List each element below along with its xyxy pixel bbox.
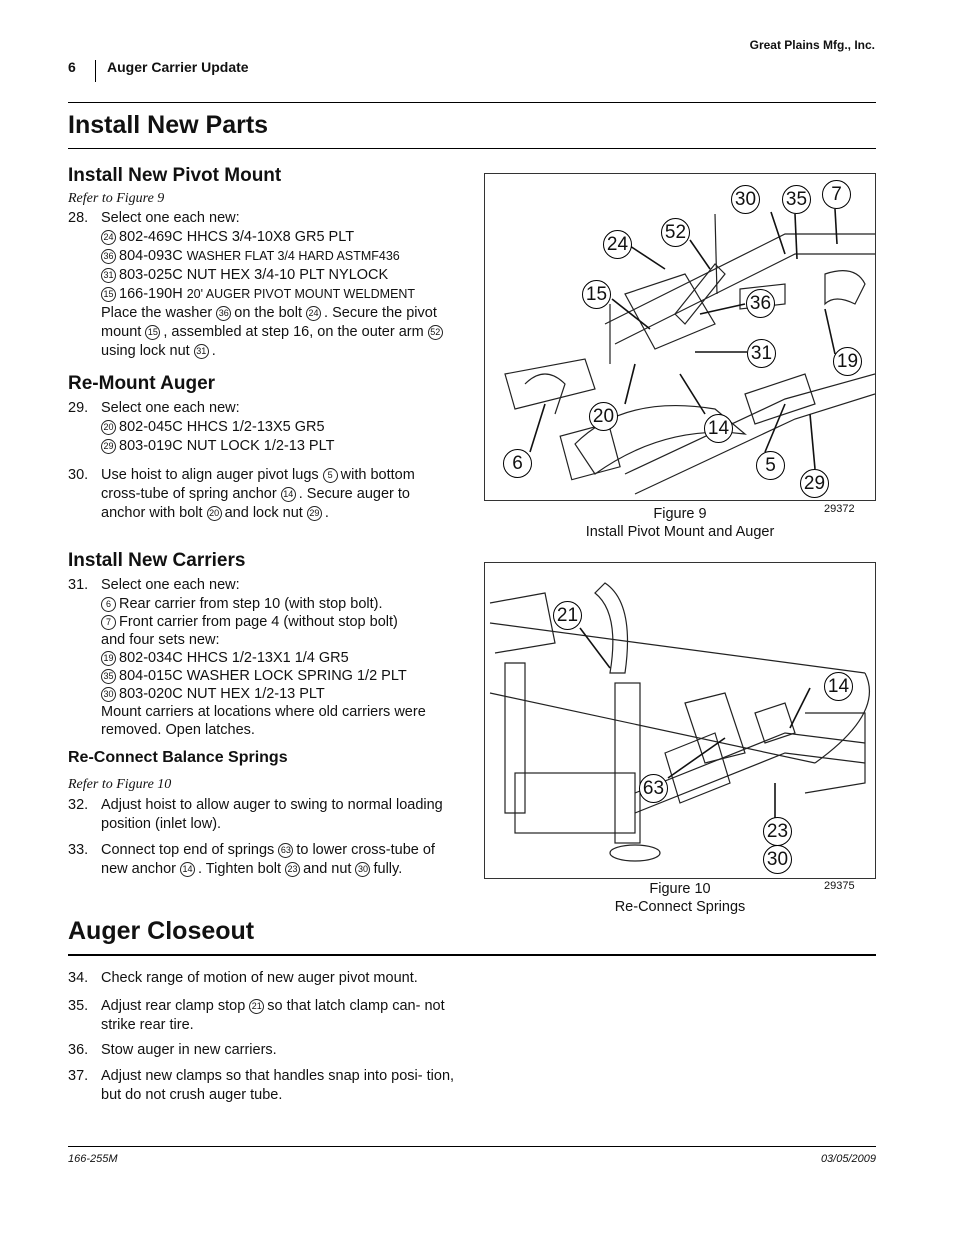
mount-text: Mount carriers at locations where old carriers were removed. Open latches. [101,704,426,738]
subsection-title-remount: Re-Mount Auger [68,373,216,394]
step-34: 34. Check range of motion of new auger pivot mount. [68,970,418,986]
section-title-auger-closeout: Auger Closeout [68,917,255,945]
part-list-carriers [101,595,461,739]
callout-31: 31 [747,339,776,368]
part-list-pivot [101,228,461,361]
document-title: Auger Carrier Update [107,59,249,75]
step-29: 29. Select one each new: [68,400,240,416]
callout-14: 14 [824,672,853,701]
callout-circle: 31 [101,268,116,283]
callout-63: 63 [639,774,668,803]
section-title-install-new-parts: Install New Parts [68,111,269,139]
list-item: 24 802-469C HHCS 3/4-10X8 GR5 PLT [101,228,461,247]
callout-circle: 15 [101,287,116,302]
figure-9-illustration [484,173,876,501]
header-divider [95,60,96,82]
figure-9-caption: Figure 9 Install Pivot Mount and Auger [585,506,775,540]
footer-doc-number: 166-255M [68,1153,118,1165]
figure-10-illustration [484,562,876,879]
callout-23: 23 [763,817,792,846]
list-item: 29 803-019C NUT LOCK 1/2-13 PLT [101,437,461,456]
subsection-title-pivot: Install New Pivot Mount [68,165,282,186]
callout-35: 35 [782,185,811,214]
list-item: 35 804-015C WASHER LOCK SPRING 1/2 PLT [101,667,461,685]
refer-figure-9: Refer to Figure 9 [68,191,165,206]
callout-20: 20 [589,402,618,431]
step-number: 28. [68,210,89,226]
step-30: 30. Use hoist to align auger pivot lugs 5 with bottom cross-tube of spring anchor 14 . Secure auger to anchor with bolt 20 and lock nut 29 . [68,467,415,521]
list-item: 30 803-020C NUT HEX 1/2-13 PLT [101,685,461,703]
section-rule [68,148,876,149]
footer-rule [68,1146,876,1147]
refer-figure-10: Refer to Figure 10 [68,777,172,792]
callout-30: 30 [763,845,792,874]
step-33: 33. Connect top end of springs 63 to lower cross-tube of new anchor 14 . Tighten bolt 23 and nut 30 fully. [68,842,435,877]
callout-7: 7 [822,180,851,209]
step-32: 32. Adjust hoist to allow auger to swing to normal loading position (inlet low). [68,797,443,832]
step-text: Select one each new: [101,210,240,226]
step-28 [68,209,458,228]
part-list-remount [101,418,461,456]
callout-circle: 24 [101,230,116,245]
step-37: 37. Adjust new clamps so that handles snap into posi- tion, but do not crush auger tube. [68,1068,455,1103]
figure-10-caption: Figure 10 Re-Connect Springs [614,881,746,915]
callout-19: 19 [833,347,862,376]
callout-circle: 36 [101,249,116,264]
callout-24: 24 [603,230,632,259]
company-name: Great Plains Mfg., Inc. [749,38,875,52]
section-rule [68,954,876,956]
subsection-title-carriers: Install New Carriers [68,550,246,571]
list-item: 31 803-025C NUT HEX 3/4-10 PLT NYLOCK [101,266,461,285]
callout-14: 14 [704,414,733,443]
callout-36: 36 [746,289,775,318]
header-rule [68,102,876,103]
step-36: 36. Stow auger in new carriers. [68,1042,277,1058]
figure-10-drawing [485,563,875,878]
callout-30: 30 [731,185,760,214]
list-item: 6 Rear carrier from step 10 (with stop bolt). [101,595,461,613]
footer-date: 03/05/2009 [820,1153,876,1165]
subsection-title-springs: Re-Connect Balance Springs [68,749,288,766]
step-31: 31. Select one each new: [68,577,240,593]
pivot-instruction: Place the washer 36 on the bolt 24 . Secure the pivot mount 15 , assembled at step 16, on the outer arm 52using lock nut 31 . [101,304,461,361]
step-35: 35. Adjust rear clamp stop 21 so that latch clamp can- not strike rear tire. [68,998,445,1033]
callout-5: 5 [756,451,785,480]
figure-10-number: 29375 [824,880,855,892]
list-item: 15 166-190H 20' AUGER PIVOT MOUNT WELDMENT [101,285,461,304]
callout-6: 6 [503,449,532,478]
list-item: 36 804-093C WASHER FLAT 3/4 HARD ASTMF436 [101,247,461,266]
list-item: 19 802-034C HHCS 1/2-13X1 1/4 GR5 [101,649,461,667]
list-item: 7 Front carrier from page 4 (without stop bolt) [101,613,461,631]
callout-52: 52 [661,218,690,247]
and-four-text: and four sets new: [101,632,220,648]
figure-9-number: 29372 [824,503,855,515]
callout-15: 15 [582,280,611,309]
callout-21: 21 [553,601,582,630]
callout-29: 29 [800,469,829,498]
page-number: 6 [68,59,76,75]
list-item: 20 802-045C HHCS 1/2-13X5 GR5 [101,418,461,437]
